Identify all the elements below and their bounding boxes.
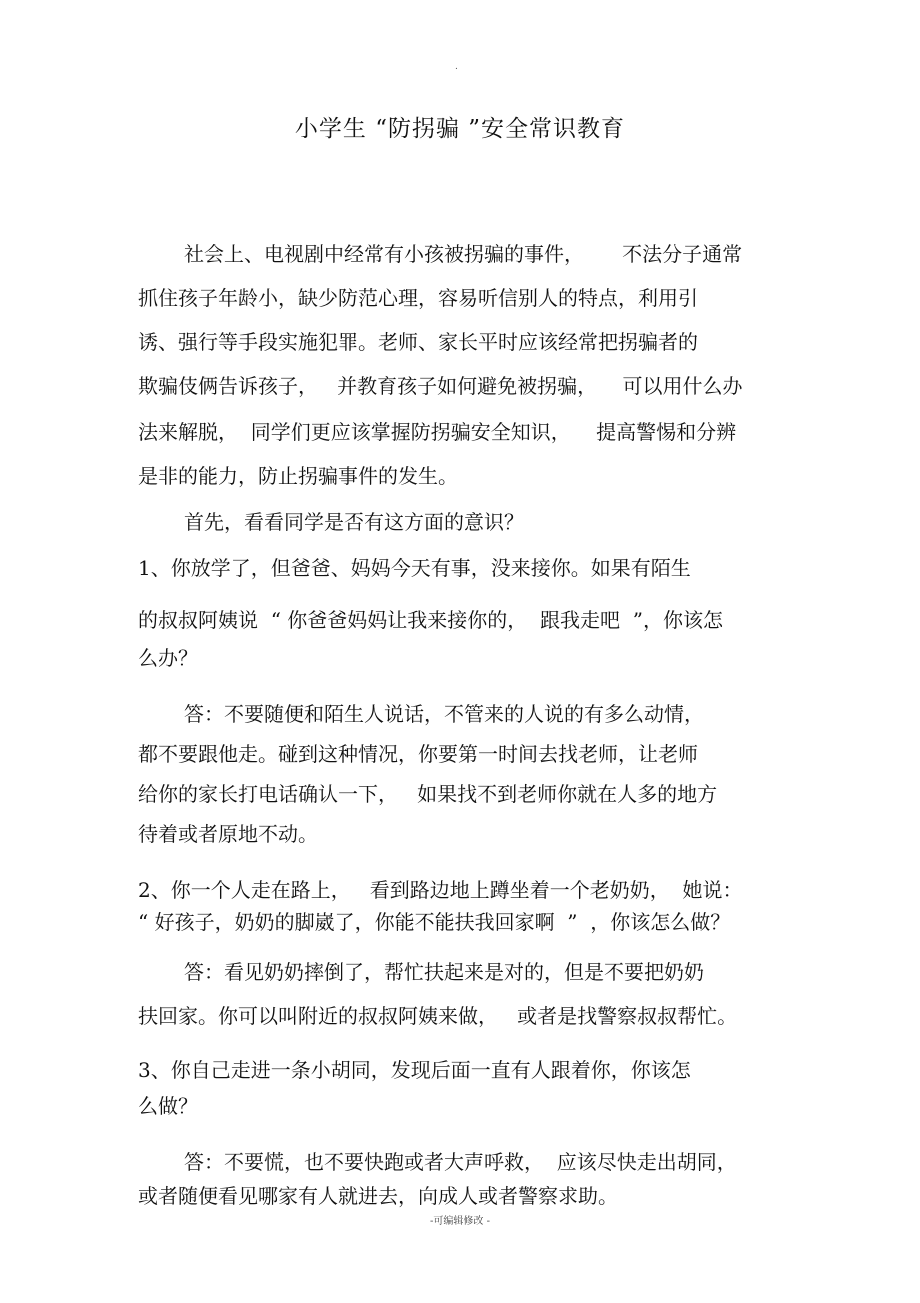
footer-note: -可编辑修改 - [430, 1216, 490, 1227]
question-1-line: 么办？ [138, 646, 198, 670]
answer-2-line: 扶回家。你可以叫附近的叔叔阿姨来做， 或者是找警察叔叔帮忙。 [138, 1004, 738, 1028]
answer-1-line: 给你的家长打电话确认一下， 如果找不到老师你就在人多的地方 [138, 782, 718, 806]
intro-line: 法来解脱， 同学们更应该掌握防拐骗安全知识， 提高警惕和分辨 [138, 420, 737, 444]
intro-line: 是非的能力，防止拐骗事件的发生。 [138, 464, 458, 488]
answer-3-line: 答：不要慌，也不要快跑或者大声呼救， 应该尽快走出胡同， [184, 1150, 737, 1174]
question-3-line: 3、你自己走进一条小胡同，发现后面一直有人跟着你，你该怎 [138, 1058, 691, 1082]
first-question: 首先，看看同学是否有这方面的意识？ [184, 510, 524, 534]
answer-2-line: 答：看见奶奶摔倒了，帮忙扶起来是对的，但是不要把奶奶 [184, 960, 704, 984]
answer-1-line: 都不要跟他走。碰到这种情况，你要第一时间去找老师，让老师 [138, 742, 698, 766]
question-2-line: 2、你一个人走在路上， 看到路边地上蹲坐着一个老奶奶， 她说： [138, 878, 743, 902]
page-title: 小学生 “防拐骗 ”安全常识教育 [294, 116, 626, 142]
header-dot: . [455, 62, 458, 72]
answer-1-line: 待着或者原地不动。 [138, 822, 318, 846]
intro-line: 社会上、电视剧中经常有小孩被拐骗的事件， 不法分子通常 [184, 242, 743, 266]
question-1-line: 1、你放学了，但爸爸、妈妈今天有事，没来接你。如果有陌生 [138, 556, 691, 580]
intro-line: 抓住孩子年龄小，缺少防范心理，容易听信别人的特点，利用引 [138, 286, 698, 310]
question-2-line: “ 好孩子，奶奶的脚崴了，你能不能扶我回家啊 ” ，你该怎么做？ [138, 910, 731, 934]
question-1-line: 的叔叔阿姨说 “ 你爸爸妈妈让我来接你的， 跟我走吧 ”，你该怎 [138, 608, 723, 632]
question-3-line: 么做？ [138, 1094, 198, 1118]
answer-3-line: 或者随便看见哪家有人就进去，向成人或者警察求助。 [138, 1184, 618, 1208]
intro-line: 欺骗伎俩告诉孩子， 并教育孩子如何避免被拐骗， 可以用什么办 [138, 374, 743, 398]
intro-line: 诱、强行等手段实施犯罪。老师、家长平时应该经常把拐骗者的 [138, 330, 698, 354]
answer-1-line: 答：不要随便和陌生人说话，不管来的人说的有多么动情， [184, 702, 704, 726]
